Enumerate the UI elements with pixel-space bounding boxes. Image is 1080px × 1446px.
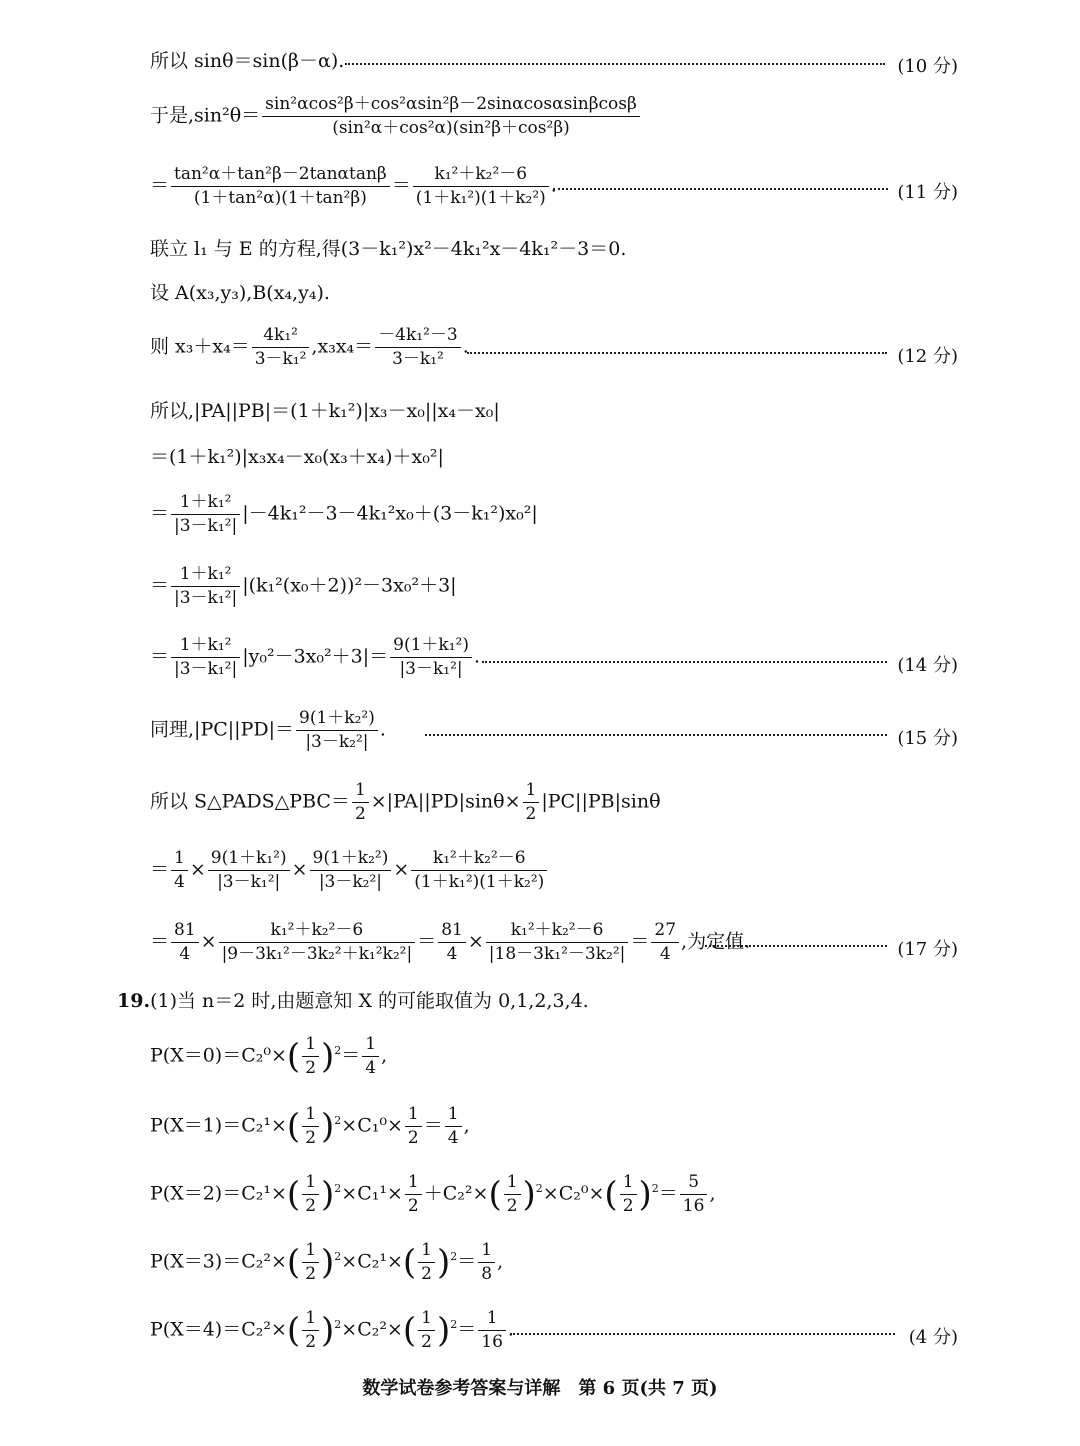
leader-dots (482, 661, 887, 663)
paren: ) (437, 1310, 451, 1351)
question-19-intro (117, 992, 589, 1011)
numerator: tan²α＋tan²β－2tanαtanβ (171, 166, 390, 187)
numerator: 1 (302, 1106, 319, 1127)
numerator: 1 (171, 850, 188, 871)
line-combine-equations: 联立 l₁ 与 E 的方程,得(3－k₁²)x²－4k₁²x－4k₁²－3＝0. (150, 238, 627, 260)
score-14: (14 分) (897, 655, 958, 676)
text: , (463, 1114, 470, 1137)
text: × (467, 930, 484, 953)
text: ＝ (341, 1044, 361, 1067)
text: |－4k₁²－3－4k₁²x₀＋(3－k₁²)x₀²| (242, 502, 538, 525)
fraction (445, 1106, 462, 1147)
line-expand-4 (150, 637, 480, 678)
text: ＝ (417, 930, 437, 953)
fraction (523, 782, 540, 823)
text: ＝ (391, 174, 411, 197)
denominator: (1＋k₁²)(1＋k₂²) (414, 872, 545, 892)
paren: ( (286, 1242, 301, 1283)
denominator: |3－k₂²| (318, 872, 383, 892)
text: (1)当 n＝2 时,由题意知 X 的可能取值为 0,1,2,3,4. (150, 990, 589, 1012)
score-12: (12 分) (897, 346, 958, 367)
text: , (709, 1182, 716, 1205)
text: 于是,sin²θ＝ (150, 104, 261, 127)
denominator: 2 (407, 1128, 419, 1148)
denominator: |18－3k₁²－3k₂²| (488, 944, 626, 964)
numerator: 1 (478, 1242, 495, 1263)
text: ×C₂⁰× (542, 1182, 605, 1205)
fraction (390, 637, 472, 678)
fraction (620, 1174, 637, 1215)
fraction (405, 1106, 422, 1147)
paren: ( (286, 1174, 301, 1215)
fraction (362, 1036, 379, 1077)
denominator: 2 (525, 804, 537, 824)
text: |(k₁²(x₀＋2))²－3x₀²＋3| (242, 574, 457, 597)
fraction (171, 850, 188, 891)
numerator: 5 (680, 1174, 708, 1195)
numerator: 9(1＋k₂²) (310, 850, 392, 871)
text: P(X＝0)＝C₂⁰× (150, 1044, 287, 1067)
numerator: 1 (418, 1242, 435, 1263)
text: P(X＝4)＝C₂²× (150, 1318, 287, 1341)
numerator: 27 (651, 922, 679, 943)
score-17: (17 分) (897, 939, 958, 960)
text: ＝ (150, 858, 170, 881)
paren: ) (638, 1174, 652, 1215)
exponent: 2 (450, 1250, 458, 1264)
denominator: 4 (446, 944, 458, 964)
line-tan-expression (150, 166, 557, 207)
text: . (550, 174, 557, 197)
denominator: 2 (305, 1332, 317, 1352)
exponent: 2 (450, 1318, 458, 1332)
paren: ( (604, 1174, 618, 1215)
denominator: 2 (421, 1332, 432, 1352)
paren: ( (488, 1174, 502, 1215)
numerator: 9(1＋k₂²) (296, 710, 378, 731)
text: ＝ (630, 930, 650, 953)
denominator: 2 (305, 1264, 317, 1284)
denominator: |3－k₁²| (174, 588, 238, 608)
line-points-ab: 设 A(x₃,y₃),B(x₄,y₄). (150, 282, 330, 304)
text: ＋C₂²× (423, 1182, 489, 1205)
exponent: 2 (651, 1182, 659, 1196)
text: , (497, 1250, 504, 1273)
line-sin-theta: 所以 sinθ＝sin(β－α). (150, 50, 345, 72)
fraction (262, 96, 640, 137)
fraction (252, 327, 310, 368)
numerator: 1 (302, 1174, 319, 1195)
score-11: (11 分) (897, 182, 958, 203)
score-10: (10 分) (897, 56, 958, 77)
score-15: (15 分) (897, 728, 958, 749)
text: P(X＝2)＝C₂¹× (150, 1182, 287, 1205)
denominator: 2 (305, 1196, 317, 1216)
text: P(X＝3)＝C₂²× (150, 1250, 287, 1273)
numerator: 1 (302, 1036, 319, 1057)
text: ＝ (457, 1250, 477, 1273)
score-4: (4 分) (908, 1327, 958, 1348)
numerator: 1 (362, 1036, 379, 1057)
denominator: 3－k₁² (392, 349, 444, 369)
numerator: 1 (302, 1242, 319, 1263)
line-pc-pd (150, 710, 386, 751)
numerator: 1 (523, 782, 540, 803)
numerator: k₁²＋k₂²－6 (486, 922, 629, 943)
text: ×C₁⁰× (341, 1114, 403, 1137)
numerator: 4k₁² (252, 327, 310, 348)
paren: ) (321, 1242, 335, 1283)
text: ×C₂¹× (341, 1250, 403, 1273)
denominator: 2 (305, 1128, 317, 1148)
numerator: 81 (438, 922, 466, 943)
exponent: 2 (334, 1044, 342, 1058)
denominator: 2 (407, 1196, 419, 1216)
fraction (171, 566, 240, 607)
text: 同理,|PC||PD|＝ (150, 718, 294, 741)
fraction (680, 1174, 708, 1215)
numerator: 1＋k₁² (171, 566, 240, 587)
denominator: (1＋k₁²)(1＋k₂²) (415, 188, 546, 208)
numerator: 1 (504, 1174, 521, 1195)
numerator: 81 (171, 922, 199, 943)
paren: ( (286, 1106, 301, 1147)
text: |PC||PB|sinθ (541, 790, 661, 813)
fraction (486, 922, 629, 963)
denominator: (sin²α＋cos²α)(sin²β＋cos²β) (332, 118, 570, 138)
fraction (171, 166, 390, 207)
text: × (189, 858, 206, 881)
numerator: k₁²＋k₂²－6 (413, 166, 549, 187)
numerator: 1 (445, 1106, 462, 1127)
denominator: |9－3k₁²－3k₂²＋k₁²k₂²| (221, 944, 413, 964)
denominator: |3－k₁²| (399, 659, 463, 679)
fraction (302, 1106, 319, 1147)
paren: ) (522, 1174, 536, 1215)
numerator: 9(1＋k₁²) (390, 637, 472, 658)
leader-dots (510, 1333, 895, 1335)
text: ＝ (150, 930, 170, 953)
denominator: |3－k₂²| (305, 732, 369, 752)
leader-dots (705, 945, 887, 947)
line-px4 (150, 1310, 514, 1351)
line-expand-1: ＝(1＋k₁²)|x₃x₄－x₀(x₃＋x₄)＋x₀²| (150, 446, 444, 468)
fraction (171, 494, 240, 535)
denominator: 2 (622, 1196, 634, 1216)
text: P(X＝1)＝C₂¹× (150, 1114, 287, 1137)
text: . (473, 645, 480, 668)
line-area-result (150, 922, 750, 963)
fraction (478, 1242, 495, 1283)
leader-dots (553, 188, 888, 190)
numerator: 1 (478, 1310, 506, 1331)
text: 则 x₃＋x₄＝ (150, 335, 250, 358)
fraction (411, 850, 547, 891)
fraction (310, 850, 392, 891)
paren: ( (402, 1242, 417, 1283)
paren: ( (402, 1310, 417, 1351)
denominator: 4 (174, 872, 185, 892)
fraction (651, 922, 679, 963)
fraction (438, 922, 466, 963)
text: ＝ (457, 1318, 477, 1341)
numerator: 1＋k₁² (171, 637, 240, 658)
fraction (302, 1174, 319, 1215)
line-expand-3 (150, 566, 457, 607)
numerator: －4k₁²－3 (375, 327, 461, 348)
paren: ( (286, 1036, 301, 1077)
text: . (379, 718, 386, 741)
fraction (413, 166, 549, 207)
fraction (418, 1310, 435, 1351)
denominator: 2 (305, 1058, 317, 1078)
denominator: 2 (506, 1196, 518, 1216)
line-area-product (150, 782, 661, 823)
denominator: |3－k₁²| (174, 516, 238, 536)
denominator: 16 (481, 1332, 503, 1352)
fraction (171, 637, 240, 678)
line-area-expand (150, 850, 549, 891)
text: . (462, 335, 469, 358)
fraction (375, 327, 461, 368)
text: ＝ (658, 1182, 678, 1205)
leader-dots (467, 352, 887, 354)
exponent: 2 (535, 1182, 543, 1196)
numerator: 1 (620, 1174, 637, 1195)
denominator: (1＋tan²α)(1＋tan²β) (193, 188, 367, 208)
denominator: 2 (421, 1264, 432, 1284)
numerator: sin²αcos²β＋cos²αsin²β－2sinαcosαsinβcosβ (262, 96, 640, 117)
fraction (302, 1242, 319, 1283)
denominator: 2 (354, 804, 366, 824)
text: 所以 S△PADS△PBC＝ (150, 790, 350, 813)
text: × (291, 858, 308, 881)
fraction (504, 1174, 521, 1215)
text: ×C₁¹× (341, 1182, 403, 1205)
fraction (302, 1310, 319, 1351)
numerator: k₁²＋k₂²－6 (219, 922, 416, 943)
fraction (405, 1174, 422, 1215)
exponent: 2 (334, 1250, 342, 1264)
exponent: 2 (334, 1114, 342, 1128)
paren: ) (321, 1106, 335, 1147)
line-px1 (150, 1106, 470, 1147)
line-vieta (150, 327, 469, 368)
text: ＝ (150, 502, 170, 525)
numerator: 1 (352, 782, 369, 803)
denominator: 4 (447, 1128, 459, 1148)
text: ＝ (423, 1114, 443, 1137)
fraction (478, 1310, 506, 1351)
fraction (171, 922, 199, 963)
line-px3 (150, 1242, 503, 1283)
text: ＝ (150, 645, 170, 668)
fraction (208, 850, 290, 891)
paren: ) (321, 1036, 335, 1077)
numerator: k₁²＋k₂²－6 (411, 850, 547, 871)
fraction (418, 1242, 435, 1283)
exponent: 2 (334, 1318, 342, 1332)
paren: ) (321, 1174, 335, 1215)
exponent: 2 (334, 1182, 342, 1196)
numerator: 1＋k₁² (171, 494, 240, 515)
text: , (381, 1044, 388, 1067)
question-number: 19. (117, 990, 151, 1012)
text: × (393, 858, 410, 881)
line-pa-pb: 所以,|PA||PB|＝(1＋k₁²)|x₃－x₀||x₄－x₀| (150, 400, 500, 422)
paren: ) (321, 1310, 335, 1351)
paren: ( (286, 1310, 301, 1351)
fraction (352, 782, 369, 823)
denominator: |3－k₁²| (174, 659, 238, 679)
text: ,为定值. (681, 930, 751, 953)
text: ×C₂²× (341, 1318, 403, 1341)
text: ×|PA||PD|sinθ× (370, 790, 521, 813)
denominator: |3－k₁²| (217, 872, 281, 892)
text: ,x₃x₄＝ (311, 335, 374, 358)
numerator: 1 (405, 1174, 422, 1195)
numerator: 1 (418, 1310, 435, 1331)
leader-dots (345, 63, 885, 65)
numerator: 9(1＋k₁²) (208, 850, 290, 871)
paren: ) (437, 1242, 451, 1283)
text: . (507, 1318, 514, 1341)
numerator: 1 (302, 1310, 319, 1331)
text: ＝ (150, 174, 170, 197)
fraction (296, 710, 378, 751)
line-expand-2 (150, 494, 538, 535)
denominator: 4 (365, 1058, 377, 1078)
fraction (219, 922, 416, 963)
denominator: 16 (682, 1196, 705, 1216)
text: × (200, 930, 217, 953)
text: |y₀²－3x₀²＋3|＝ (242, 645, 389, 668)
fraction (302, 1036, 319, 1077)
line-sin2-theta (150, 96, 642, 137)
denominator: 4 (179, 944, 191, 964)
denominator: 3－k₁² (254, 349, 307, 369)
denominator: 4 (659, 944, 671, 964)
page-footer: 数学试卷参考答案与详解 第 6 页(共 7 页) (362, 1378, 718, 1399)
line-px2 (150, 1174, 715, 1215)
numerator: 1 (405, 1106, 422, 1127)
denominator: 8 (481, 1264, 493, 1284)
leader-dots (425, 734, 887, 736)
text: ＝ (150, 574, 170, 597)
line-px0 (150, 1036, 387, 1077)
